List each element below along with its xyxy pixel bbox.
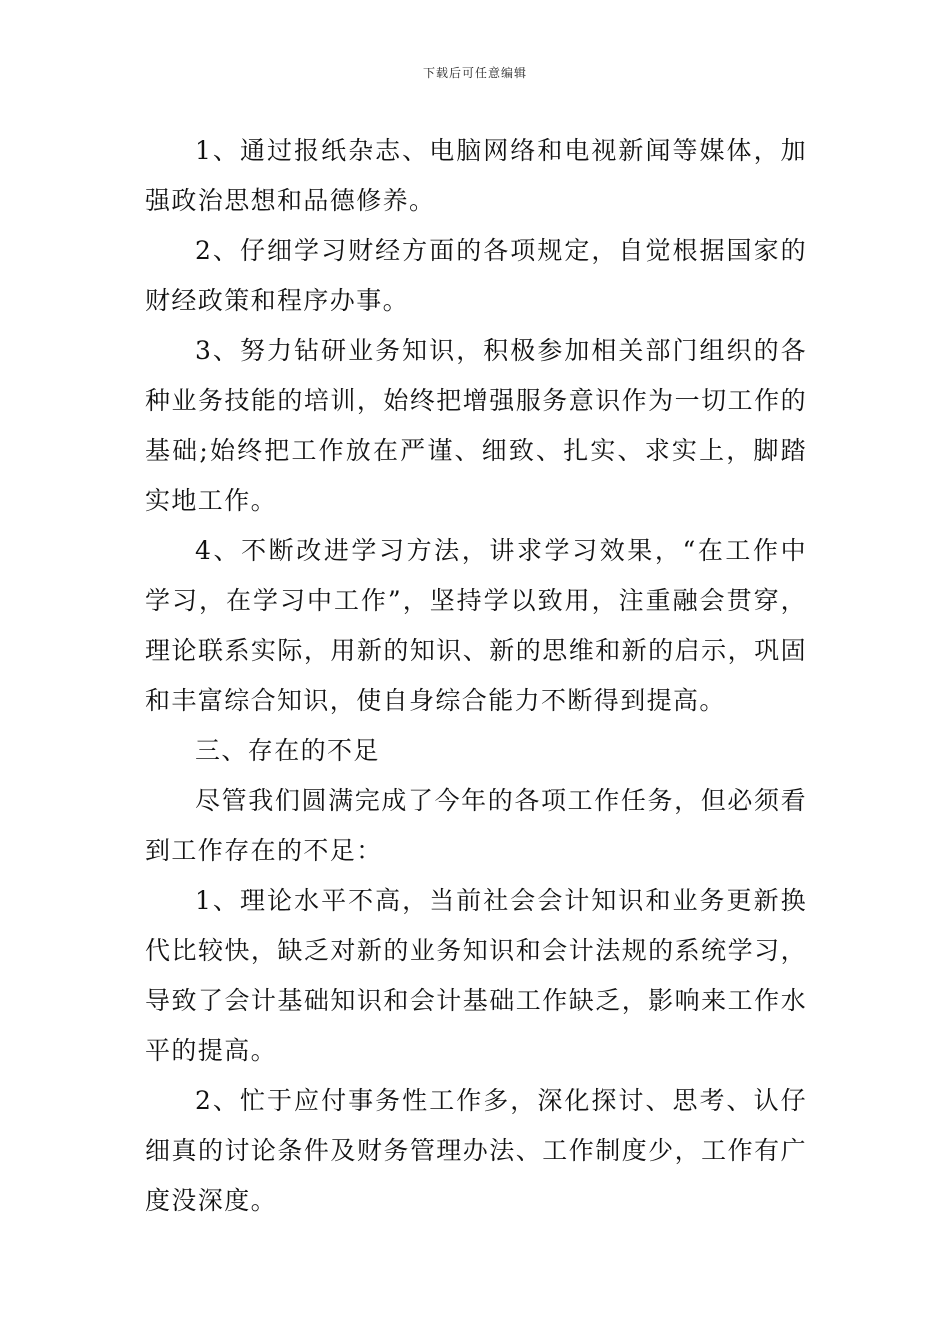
paragraph-item-4: 4、不断改进学习方法，讲求学习效果，“在工作中学习，在学习中工作”，坚持学以致用，注重融会贯穿，理论联系实际，用新的知识、新的思维和新的启示，巩固和丰富综合知识，使自身综合能力不断得到提高。 [145,536,807,715]
paragraph-item-3: 3、努力钻研业务知识，积极参加相关部门组织的各种业务技能的培训，始终把增强服务意识作为一切工作的基础;始终把工作放在严谨、细致、扎实、求实上，脚踏实地工作。 [145,336,807,515]
paragraph-item-2: 2、仔细学习财经方面的各项规定，自觉根据国家的财经政策和程序办事。 [145,236,807,315]
page-header: 下载后可任意编辑 [422,66,527,80]
paragraph-item-1: 1、通过报纸杂志、电脑网络和电视新闻等媒体，加强政治思想和品德修养。 [145,136,807,215]
paragraph-shortcoming-1: 1、理论水平不高，当前社会会计知识和业务更新换代比较快，缺乏对新的业务知识和会计法规的系统学习，导致了会计基础知识和会计基础工作缺乏，影响来工作水平的提高。 [145,886,807,1065]
section-heading-shortcomings: 三、存在的不足 [195,736,380,765]
paragraph-intro-shortcomings: 尽管我们圆满完成了今年的各项工作任务，但必须看到工作存在的不足： [145,786,807,865]
document-body [145,126,807,1226]
paragraph-shortcoming-2: 2、忙于应付事务性工作多，深化探讨、思考、认仔细真的讨论条件及财务管理办法、工作制度少，工作有广度没深度。 [145,1086,807,1215]
